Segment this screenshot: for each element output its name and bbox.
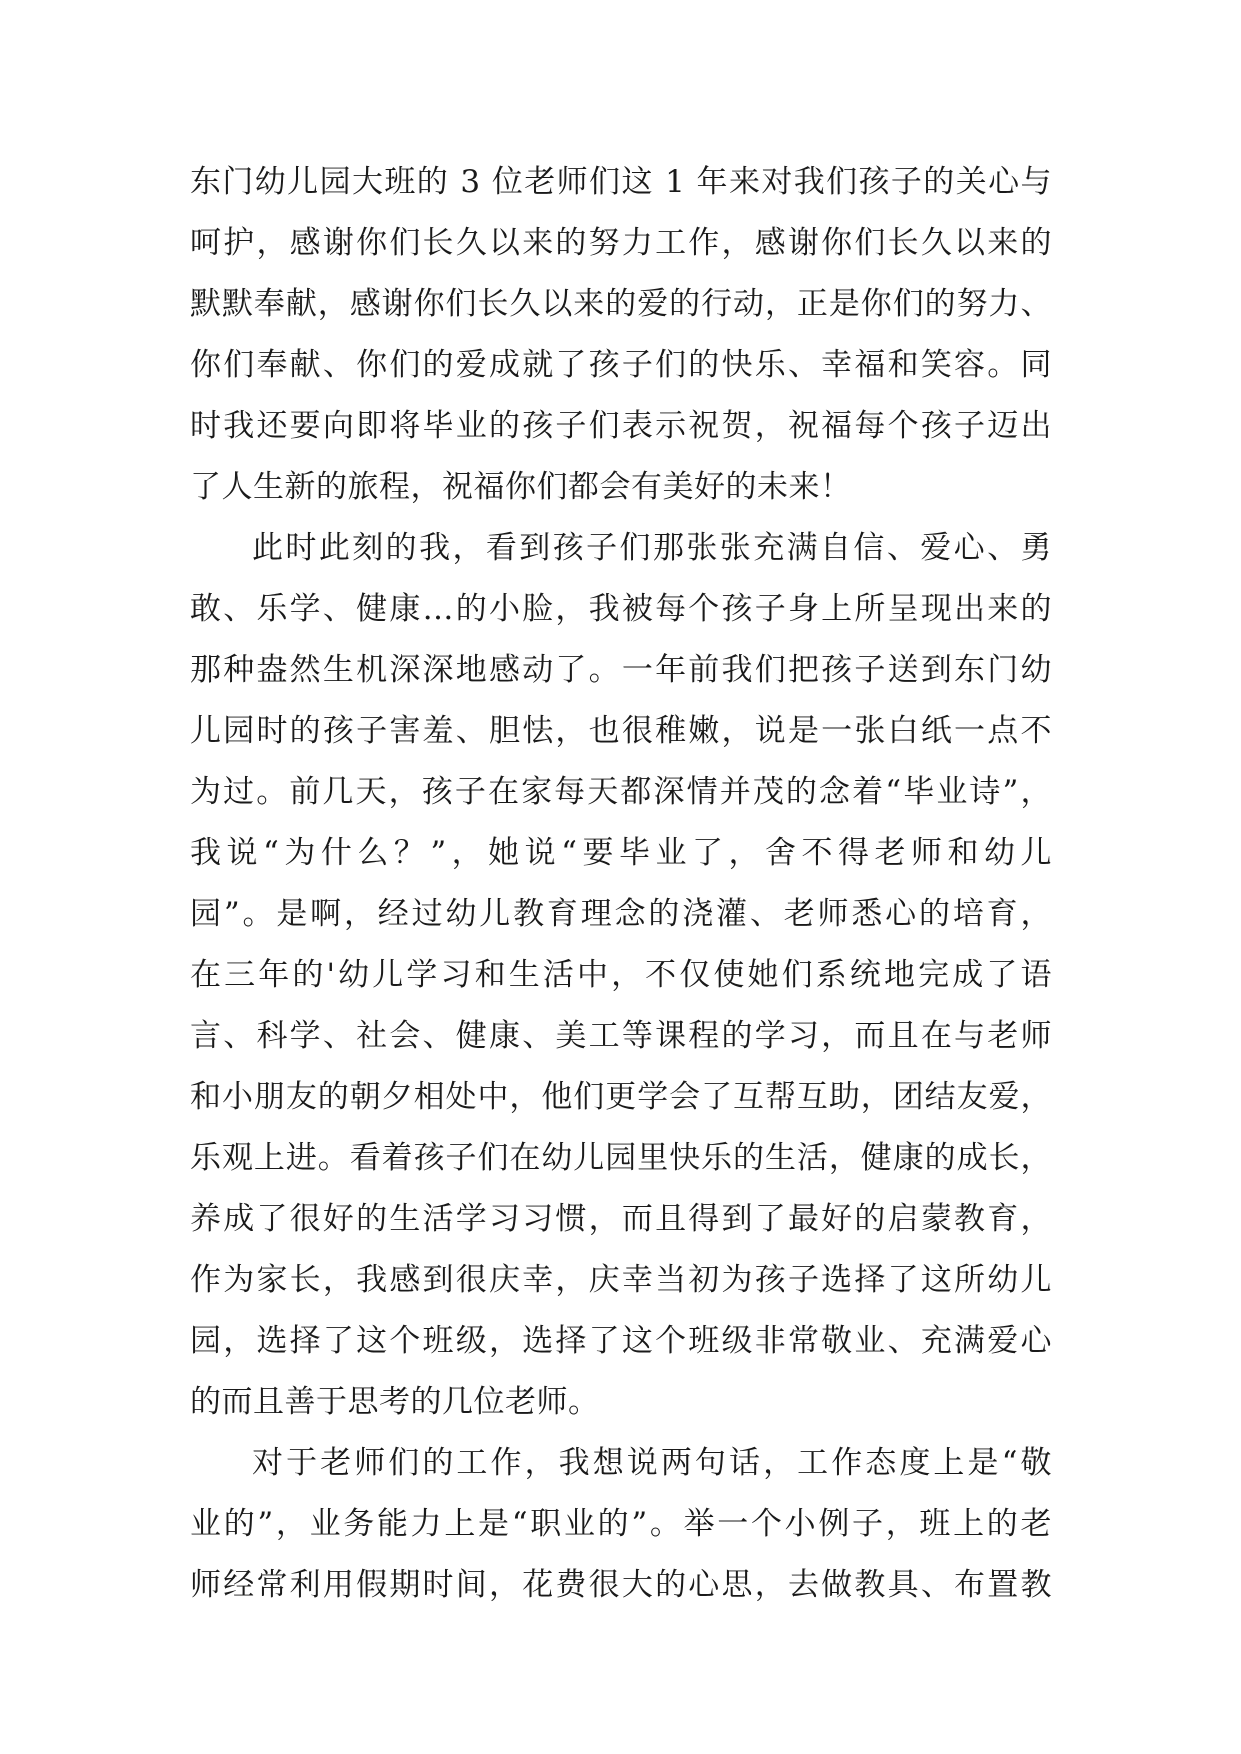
text-line: 师经常利用假期时间，花费很大的心思，去做教具、布置教: [190, 1567, 1052, 1603]
text-line: 业的”，业务能力上是“职业的”。举一个小例子，班上的老: [190, 1506, 1052, 1542]
text-line: 为过。前几天，孩子在家每天都深情并茂的念着“毕业诗”，: [190, 774, 1052, 810]
text-line: 养成了很好的生活学习习惯，而且得到了最好的启蒙教育，: [190, 1201, 1052, 1237]
text-line: 园”。是啊，经过幼儿教育理念的浇灌、老师悉心的培育，: [190, 896, 1052, 932]
text-line: 我说“为什么？”，她说“要毕业了，舍不得老师和幼儿: [190, 835, 1052, 871]
text-line: 东门幼儿园大班的 3 位老师们这 1 年来对我们孩子的关心与: [190, 164, 1052, 200]
text-line: 乐观上进。看着孩子们在幼儿园里快乐的生活，健康的成长，: [190, 1140, 1052, 1176]
text-line: 那种盎然生机深深地感动了。一年前我们把孩子送到东门幼: [190, 652, 1052, 688]
text-line: 在三年的'幼儿学习和生活中，不仅使她们系统地完成了语: [190, 957, 1052, 993]
paragraph: [190, 1433, 1052, 1616]
document-body: [190, 152, 1052, 1616]
text-line: 默默奉献，感谢你们长久以来的爱的行动，正是你们的努力、: [190, 286, 1052, 322]
text-line: 你们奉献、你们的爱成就了孩子们的快乐、幸福和笑容。同: [190, 347, 1052, 383]
text-line: 了人生新的旅程，祝福你们都会有美好的未来！: [190, 469, 852, 505]
text-line: 敢、乐学、健康…的小脸，我被每个孩子身上所呈现出来的: [190, 591, 1052, 627]
text-line: 作为家长，我感到很庆幸，庆幸当初为孩子选择了这所幼儿: [190, 1262, 1052, 1298]
text-line: 对于老师们的工作，我想说两句话，工作态度上是“敬: [252, 1445, 1052, 1481]
text-line: 儿园时的孩子害羞、胆怯，也很稚嫩，说是一张白纸一点不: [190, 713, 1052, 749]
text-line: 园，选择了这个班级，选择了这个班级非常敬业、充满爱心: [190, 1323, 1052, 1359]
text-line: 言、科学、社会、健康、美工等课程的学习，而且在与老师: [190, 1018, 1052, 1054]
text-line: 此时此刻的我，看到孩子们那张张充满自信、爱心、勇: [252, 530, 1052, 566]
text-line: 呵护，感谢你们长久以来的努力工作，感谢你们长久以来的: [190, 225, 1052, 261]
text-line: 和小朋友的朝夕相处中，他们更学会了互帮互助，团结友爱，: [190, 1079, 1052, 1115]
text-line: 的而且善于思考的几位老师。: [190, 1384, 600, 1420]
paragraph: [190, 152, 1052, 518]
text-line: 时我还要向即将毕业的孩子们表示祝贺，祝福每个孩子迈出: [190, 408, 1052, 444]
paragraph: [190, 518, 1052, 1433]
